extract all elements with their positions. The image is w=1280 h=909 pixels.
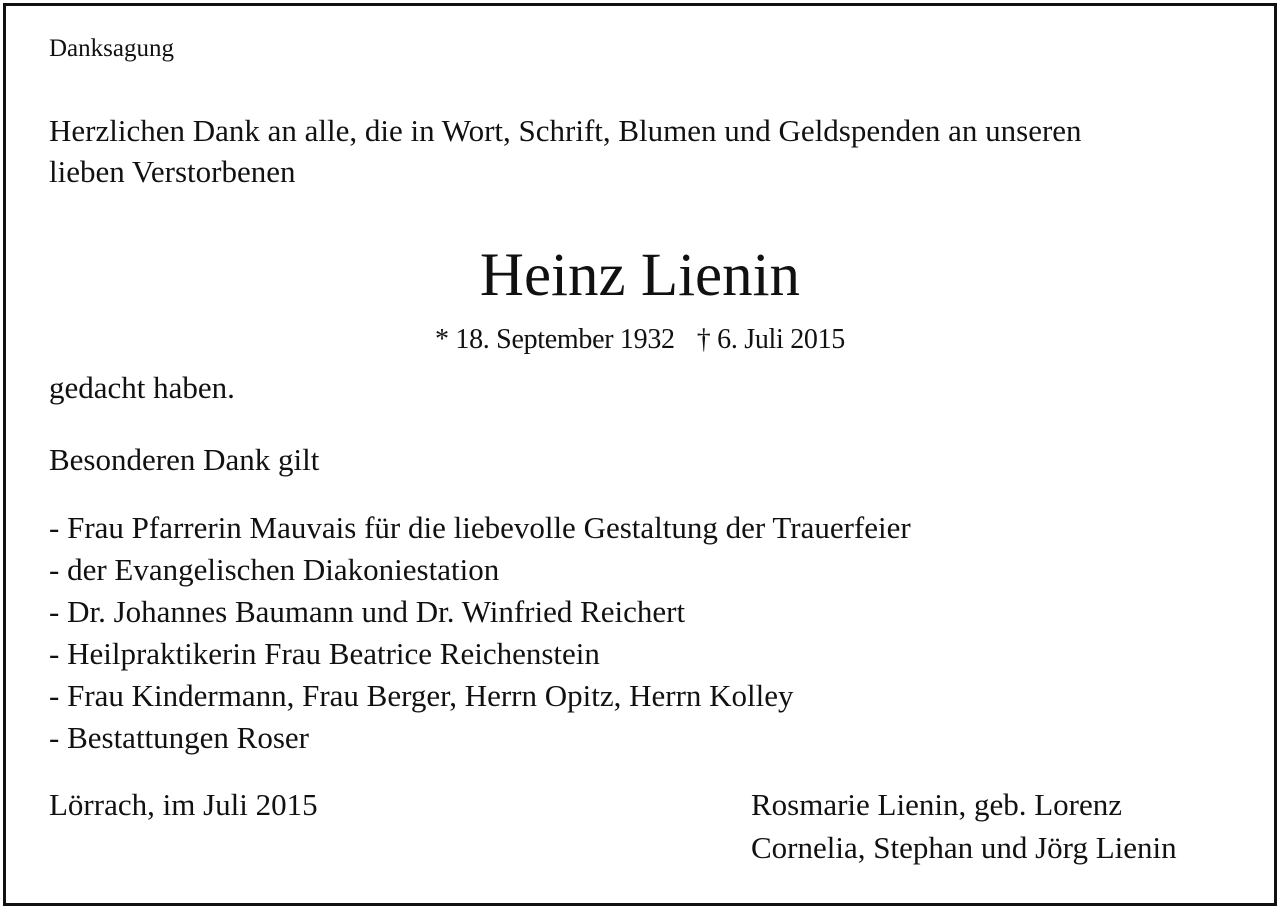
thanks-item: - Heilpraktikerin Frau Beatrice Reichenstein xyxy=(49,636,600,671)
thanks-item: - der Evangelischen Diakoniestation xyxy=(49,552,500,587)
thanks-item: - Frau Kindermann, Frau Berger, Herrn Opitz, Herrn Kolley xyxy=(49,678,794,713)
thanks-heading: Besonderen Dank gilt xyxy=(49,442,320,477)
thanks-list xyxy=(49,507,911,759)
place-date: Lörrach, im Juli 2015 xyxy=(49,787,318,822)
intro-line-1: Herzlichen Dank an alle, die in Wort, Schrift, Blumen und Geldspenden an unseren xyxy=(49,113,1082,148)
intro-closing: gedacht haben. xyxy=(49,370,235,405)
life-dates xyxy=(0,326,1280,354)
signature-line: Cornelia, Stephan und Jörg Lienin xyxy=(751,830,1177,865)
death-date: † 6. Juli 2015 xyxy=(696,324,845,355)
deceased-name: Heinz Lienin xyxy=(479,242,801,309)
thanks-item: - Bestattungen Roser xyxy=(49,720,310,755)
signature-line: Rosmarie Lienin, geb. Lorenz xyxy=(751,787,1123,822)
thanks-item: - Frau Pfarrerin Mauvais für die liebevolle Gestaltung der Trauerfeier xyxy=(49,510,911,545)
notice-heading: Danksagung xyxy=(49,35,174,62)
thanks-item: - Dr. Johannes Baumann und Dr. Winfried Reichert xyxy=(49,594,686,629)
intro-line-2: lieben Verstorbenen xyxy=(49,154,296,189)
birth-date: * 18. September 1932 xyxy=(434,324,675,355)
